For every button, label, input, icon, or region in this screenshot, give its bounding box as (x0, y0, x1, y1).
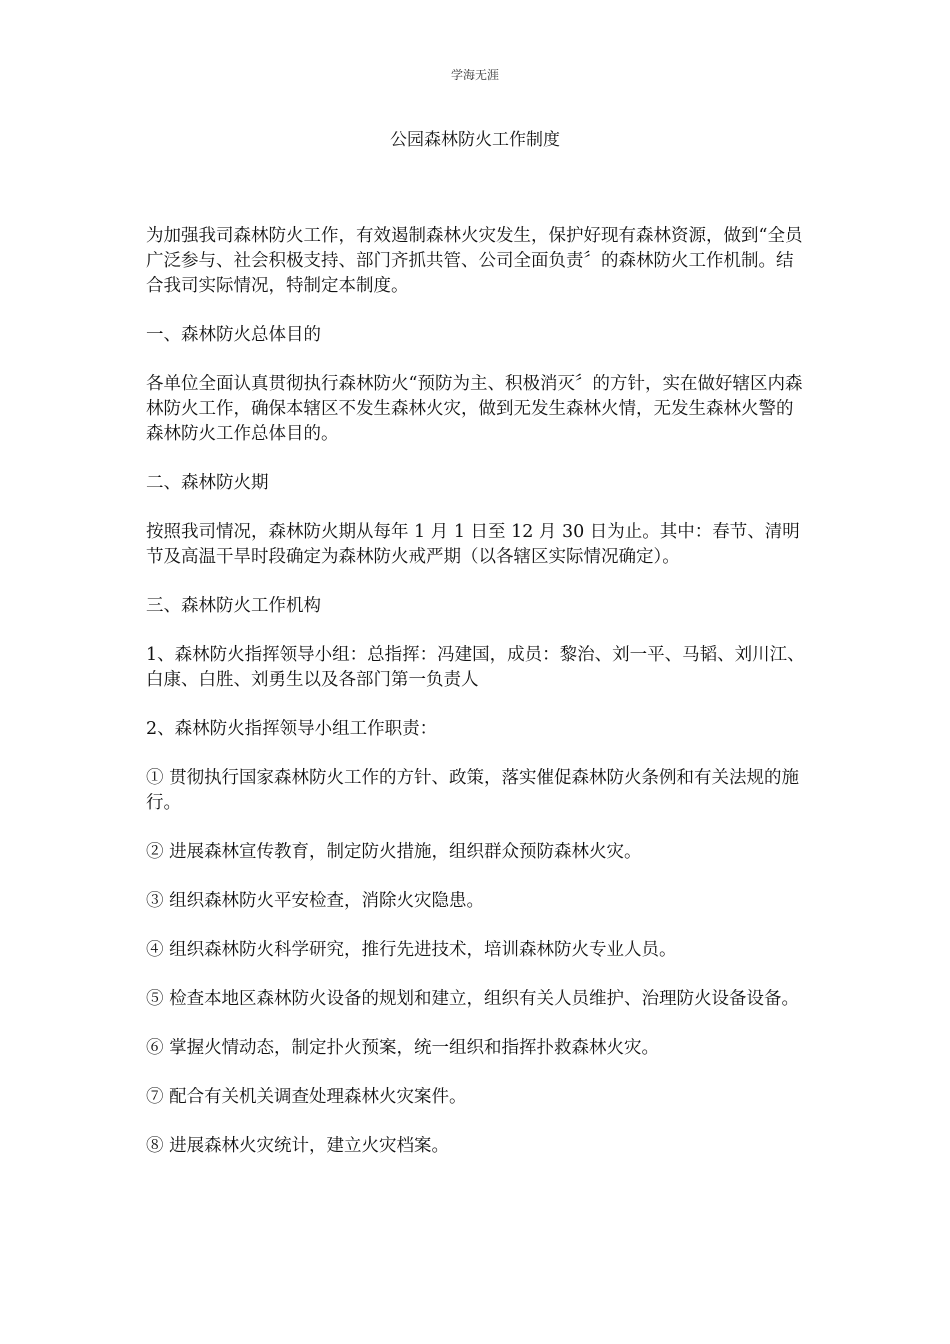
document-body (146, 224, 810, 1183)
duty-item: ⑥ 掌握火情动态，制定扑火预案，统一组织和指挥扑救森林火灾。 (146, 1038, 660, 1058)
duty-item: ④ 组织森林防火科学研究，推行先进技术，培训森林防火专业人员。 (146, 940, 677, 960)
list-item: 1、森林防火指挥领导小组：总指挥：冯建国，成员：黎治、刘一平、马韬、刘川江、白康、白胜、刘勇生以及各部门第一负责人 (146, 645, 805, 690)
paragraph: 各单位全面认真贯彻执行森林防火“预防为主、积极消灭〞的方针，实在做好辖区内森林防火工作，确保本辖区不发生森林火灾，做到无发生森林火情，无发生森林火警的森林防火工作总体目的。 (146, 374, 803, 444)
intro-paragraph: 为加强我司森林防火工作，有效遏制森林火灾发生，保护好现有森林资源，做到“全员广泛参与、社会积极支持、部门齐抓共管、公司全面负责〞的森林防火工作机制。结合我司实际情况，特制定本制度。 (146, 226, 803, 296)
page-header: 学海无涯 (450, 68, 499, 82)
section-heading: 一、森林防火总体目的 (146, 325, 321, 345)
document-title: 公园森林防火工作制度 (390, 130, 560, 150)
duty-item: ⑤ 检查本地区森林防火设备的规划和建立，组织有关人员维护、治理防火设备设备。 (146, 989, 800, 1009)
duty-item: ② 进展森林宣传教育，制定防火措施，组织群众预防森林火灾。 (146, 842, 642, 862)
section-heading: 二、森林防火期 (146, 473, 269, 493)
duty-item: ⑧ 进展森林火灾统计，建立火灾档案。 (146, 1136, 450, 1156)
section-heading: 三、森林防火工作机构 (146, 596, 321, 616)
duty-item: ③ 组织森林防火平安检查，消除火灾隐患。 (146, 891, 485, 911)
paragraph: 按照我司情况，森林防火期从每年 1 月 1 日至 12 月 30 日为止。其中：春节、清明节及高温干旱时段确定为森林防火戒严期（以各辖区实际情况确定）。 (146, 522, 800, 567)
list-item: 2、森林防火指挥领导小组工作职责： (146, 719, 438, 739)
duty-item: ⑦ 配合有关机关调查处理森林火灾案件。 (146, 1087, 467, 1107)
duty-item: ① 贯彻执行国家森林防火工作的方针、政策，落实催促森林防火条例和有关法规的施行。 (146, 768, 800, 813)
